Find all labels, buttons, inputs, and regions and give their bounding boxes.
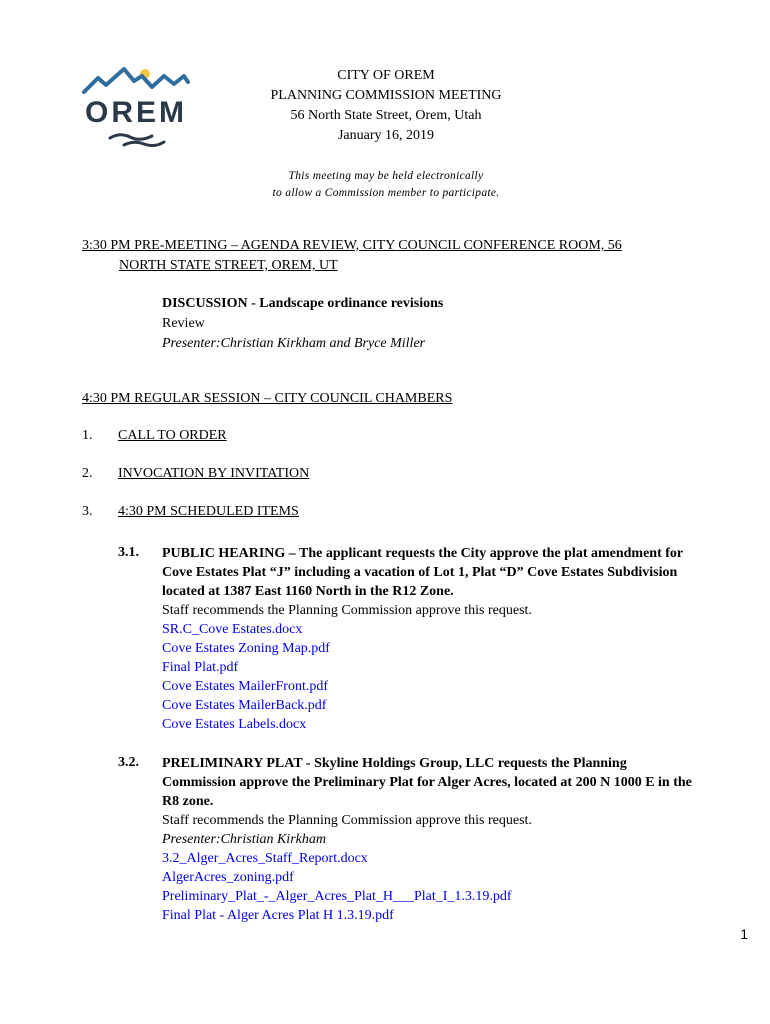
mountain-icon (84, 69, 188, 92)
item-3-1-title: PUBLIC HEARING – The applicant requests the City approve the plat amendment for Cove Estates Plat “J” including a vacation of Lot 1, Plat “D” Cove Estates Subdivision located at 1387 East 1160 North in the R12 Zone. (162, 546, 684, 599)
item-3-1-recommendation: Staff recommends the Planning Commission approve this request. (162, 603, 532, 618)
attachment-link[interactable]: Cove Estates Zoning Map.pdf (162, 641, 330, 656)
regular-session-heading: 4:30 PM REGULAR SESSION – CITY COUNCIL CHAMBERS (82, 391, 453, 406)
scheduled-items: 4:30 PM SCHEDULED ITEMS (118, 504, 299, 519)
page-number: 1 (740, 926, 748, 942)
header-date: January 16, 2019 (337, 128, 435, 143)
item-3-1-number: 3.1. (118, 545, 139, 560)
attachment-link[interactable]: Cove Estates MailerBack.pdf (162, 698, 327, 713)
invocation: INVOCATION BY INVITATION (118, 466, 310, 481)
discussion-item (162, 294, 737, 354)
discussion-action: Review (162, 316, 205, 331)
item-3-2-title: PRELIMINARY PLAT - Skyline Holdings Group, LLC requests the Planning Commission approve the Preliminary Plat for Alger Acres, located at 200 N 1000 E in the R8 zone. (162, 756, 692, 809)
attachment-link[interactable]: Final Plat.pdf (162, 660, 239, 675)
item-number: 3. (82, 504, 93, 519)
item-number: 1. (82, 428, 93, 443)
orem-logo (80, 62, 192, 150)
item-3-2-presenter: Presenter:Christian Kirkham (162, 832, 326, 847)
electronic-note: This meeting may be held electronically to allow a Commission member to participate. (272, 170, 500, 199)
attachment-link[interactable]: SR.C_Cove Estates.docx (162, 622, 303, 637)
attachment-link[interactable]: Cove Estates MailerFront.pdf (162, 679, 329, 694)
pre-meeting-heading: 3:30 PM PRE-MEETING – AGENDA REVIEW, CITY COUNCIL CONFERENCE ROOM, 56 NORTH STATE STREET, OREM, UT (82, 238, 622, 273)
item-3-2-number: 3.2. (118, 755, 139, 770)
attachment-link[interactable]: AlgerAcres_zoning.pdf (162, 870, 294, 885)
item-number: 2. (82, 466, 93, 481)
header-meeting-title: PLANNING COMMISSION MEETING (270, 88, 502, 103)
discussion-presenter: Presenter:Christian Kirkham and Bryce Miller (162, 336, 426, 351)
item-3-2 (162, 754, 737, 925)
item-3-2-recommendation: Staff recommends the Planning Commission approve this request. (162, 813, 532, 828)
meeting-header (230, 66, 542, 146)
header-address: 56 North State Street, Orem, Utah (290, 108, 482, 123)
attachment-link[interactable]: Preliminary_Plat_-_Alger_Acres_Plat_H___Plat_I_1.3.19.pdf (162, 889, 512, 904)
attachment-link[interactable]: Cove Estates Labels.docx (162, 717, 307, 732)
discussion-title: DISCUSSION - Landscape ordinance revisions (162, 296, 444, 311)
item-3-1 (162, 544, 737, 734)
attachment-link[interactable]: Final Plat - Alger Acres Plat H 1.3.19.pdf (162, 908, 394, 923)
logo-wordmark: OREM (85, 96, 187, 129)
call-to-order: CALL TO ORDER (118, 428, 227, 443)
attachment-link[interactable]: 3.2_Alger_Acres_Staff_Report.docx (162, 851, 368, 866)
header-city: CITY OF OREM (337, 68, 435, 83)
